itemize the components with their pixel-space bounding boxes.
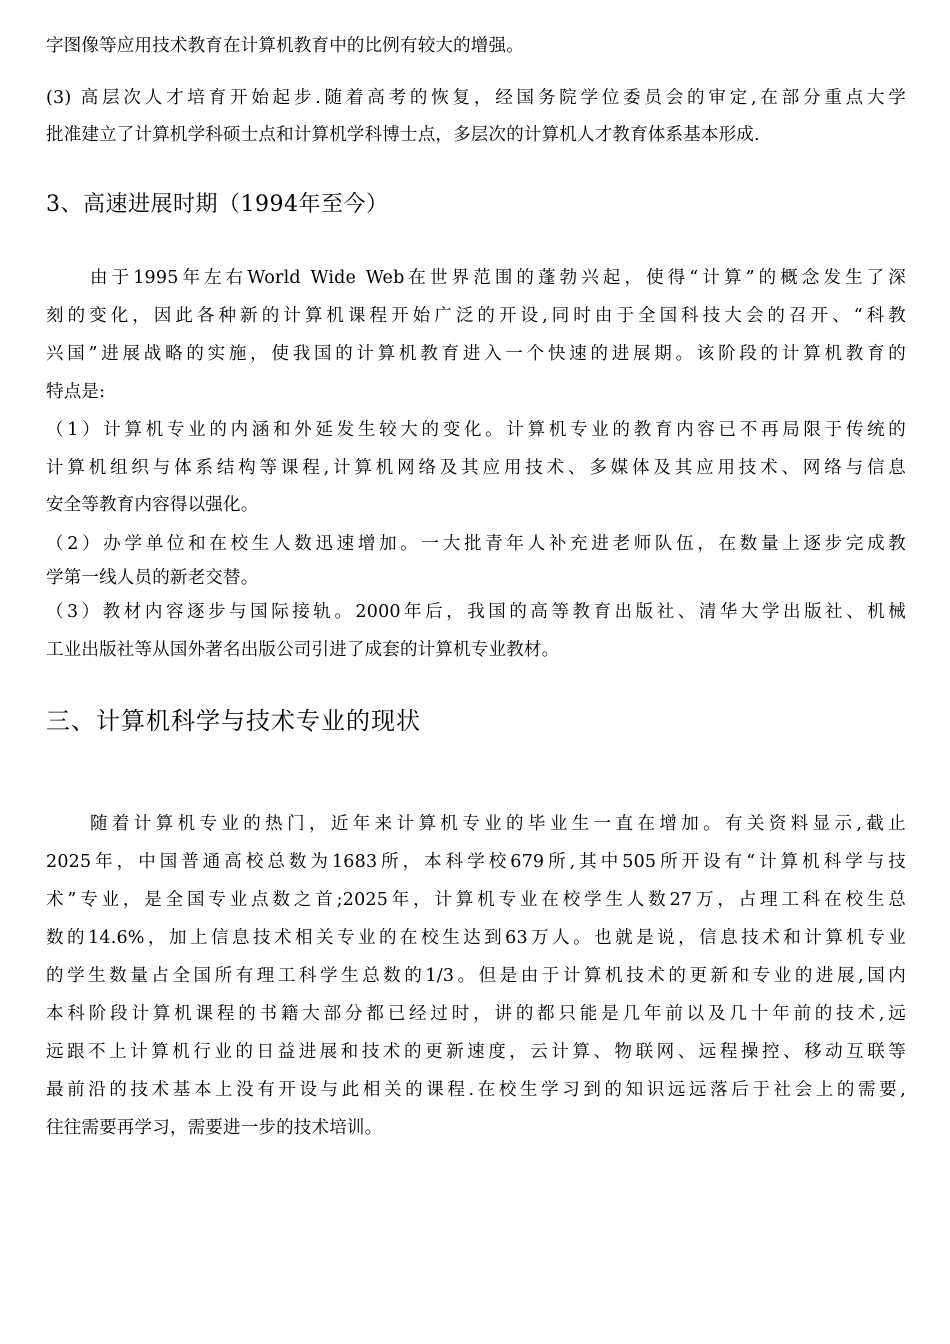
list-item-line: （2）办学单位和在校生人数迅速增加。一大批青年人补充进老师队伍，在数量上逐步完成教 bbox=[46, 534, 906, 554]
list-item-line: 安全等教育内容得以强化。 bbox=[46, 495, 259, 515]
paragraph-line: 的学生数量占全国所有理工科学生总数的1/3。但是由于计算机技术的更新和专业的进展,国内 bbox=[46, 966, 906, 986]
paragraph-line: 2025年，中国普通高校总数为1683所，本科学校679所,其中505所开设有“计算机科学与技 bbox=[46, 852, 906, 872]
paragraph-line: 数的14.6%，加上信息技术相关专业的在校生达到63万人。也就是说，信息技术和计算机专业 bbox=[46, 928, 906, 948]
paragraph-line: 最前沿的技术基本上没有开设与此相关的课程.在校生学习到的知识远远落后于社会上的需要, bbox=[46, 1080, 906, 1100]
list-item-line: （3）教材内容逐步与国际接轨。2000年后，我国的高等教育出版社、清华大学出版社、机械 bbox=[46, 602, 906, 622]
paragraph-line: 兴国”进展战略的实施，使我国的计算机教育进入一个快速的进展期。该阶段的计算机教育的 bbox=[46, 344, 906, 364]
paragraph-line: 字图像等应用技术教育在计算机教育中的比例有较大的增强。 bbox=[46, 36, 524, 56]
section-heading: 3、高速进展时期（1994年至今） bbox=[46, 192, 389, 217]
paragraph-line: 特点是: bbox=[46, 382, 106, 402]
paragraph-line: (3) 高层次人才培育开始起步.随着高考的恢复，经国务院学位委员会的审定,在部分重点大学 bbox=[46, 88, 906, 108]
paragraph-line: 批准建立了计算机学科硕士点和计算机学科博士点，多层次的计算机人才教育体系基本形成. bbox=[46, 125, 760, 145]
paragraph-line: 随着计算机专业的热门，近年来计算机专业的毕业生一直在增加。有关资料显示,截止 bbox=[90, 814, 906, 834]
list-item-line: 计算机组织与体系结构等课程,计算机网络及其应用技术、多媒体及其应用技术、网络与信息 bbox=[46, 458, 906, 478]
paragraph-line: 术”专业，是全国专业点数之首;2025年，计算机专业在校学生人数27万，占理工科在校生总 bbox=[46, 890, 906, 910]
paragraph-line: 由于1995年左右World Wide Web在世界范围的蓬勃兴起，使得“计算”的概念发生了深 bbox=[90, 268, 906, 288]
section-heading: 三、计算机科学与技术专业的现状 bbox=[46, 707, 421, 735]
list-item-line: 学第一线人员的新老交替。 bbox=[46, 568, 259, 588]
paragraph-line: 本科阶段计算机课程的书籍大部分都已经过时，讲的都只能是几年前以及几十年前的技术,远 bbox=[46, 1004, 906, 1024]
list-item-line: 工业出版社等从国外著名出版公司引进了成套的计算机专业教材。 bbox=[46, 640, 560, 660]
paragraph-line: 往往需要再学习，需要进一步的技术培训。 bbox=[46, 1118, 383, 1138]
paragraph-line: 刻的变化，因此各种新的计算机课程开始广泛的开设,同时由于全国科技大会的召开、“科教 bbox=[46, 306, 906, 326]
paragraph-line: 远跟不上计算机行业的日益进展和技术的更新速度，云计算、物联网、远程操控、移动互联等 bbox=[46, 1042, 906, 1062]
list-item-line: （1）计算机专业的内涵和外延发生较大的变化。计算机专业的教育内容已不再局限于传统的 bbox=[46, 420, 906, 440]
